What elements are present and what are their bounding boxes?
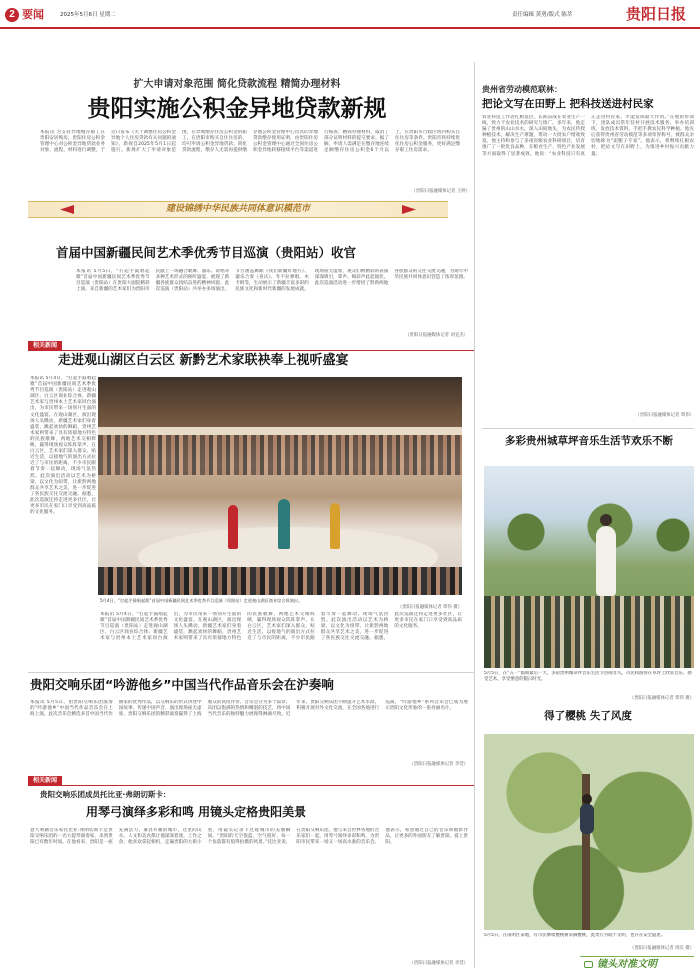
cherry-headline: 得了樱桃 失了风度 [544, 710, 632, 722]
mall-story-headline: 走进观山湖区白云区 新黔艺术家联袂奉上视听盛宴 [58, 353, 349, 368]
cherry-tree-photo [484, 734, 694, 930]
camera-icon [584, 961, 593, 968]
mall-upper-crowd [98, 435, 462, 475]
cherry-caption: 5月5日，在南明区某地，有市民攀爬樱桃树采摘樱桃，此类行为既不文明，也存在安全隐患。 [484, 933, 666, 938]
lead-headline: 贵阳实施公积金异地贷款新规 [87, 96, 387, 122]
masthead-rule [0, 27, 700, 29]
labor-overhead: 贵州省劳动模范联林： [482, 85, 562, 94]
orchestra-headline: 贵阳交响乐团“吟游他乡”中国当代作品音乐会在沪奏响 [30, 677, 334, 692]
mall-ceiling [98, 377, 462, 427]
mall-photo-credit: （贵阳日报融媒体记者 覃伟 摄） [397, 605, 462, 610]
column-divider [474, 62, 475, 968]
feature-subtitle: 贵阳交响乐团成员托比亚·弗朗切斯卡： [40, 790, 171, 799]
paper-name-logo: 贵阳日报 [626, 5, 687, 23]
civility-column-title: 镜头对准文明 [597, 959, 657, 970]
climbing-person [580, 804, 594, 834]
feature-headline: 用琴弓演绎多彩和鸣 用镜头定格贵阳美景 [86, 805, 307, 819]
feature-rule [28, 785, 474, 786]
orchestra-credit: （贵阳日报融媒体记者 李萱） [409, 762, 468, 767]
labor-credit: （贵阳日报融媒体记者 覃伟） [635, 413, 694, 418]
lead-kicker: 扩大申请对象范围 简化贷款流程 精简办理材料 [133, 79, 341, 90]
orchestra-rule [28, 672, 474, 673]
issue-date: 2025年5月6日 星期二 [60, 12, 116, 18]
dancer-left [228, 505, 238, 549]
labor-body: 农业科技工作者扎根基层，长期奋战在农业生产一线，致力于农业技术的研究与推广。多年来，他走遍了贵州的山山水水，深入田间地头，为农民传授种植技术，解决生产难题，带动一大批农户增收致富。他主持和参与了多项省级农业科研项目，培育推广了一批优良品种，在粮食生产、特色产业发展等方面取得了显著成效。他说：“农业科技只有真正走进村民家，才能发挥最大作用。”在他的带领下，团队成员常年驻村开展技术服务，举办培训班，发放技术资料，手把手教农民科学种植。他先后获得贵州省劳动模范等多项荣誉称号，被群众亲切地称为“泥腿子专家”。他表示，将继续扎根农村，把论文写在田野上，为推进乡村振兴贡献力量。 [482, 115, 694, 157]
related-news-tag: 相关新闻 [28, 341, 62, 351]
festival-photo [484, 466, 694, 668]
civility-column-logo [580, 956, 694, 972]
dancer-right [330, 503, 340, 549]
feature-credit: （贵阳日报融媒体记者 李萱） [409, 961, 468, 966]
festival-crowd [484, 596, 694, 668]
art-story-headline: 首届中国新疆民间艺术季优秀节目巡演（贵阳站）收官 [56, 245, 357, 260]
festival-headline: 多彩贵州城草坪音乐生活节欢乐不断 [505, 435, 673, 447]
lead-body: 本报讯 为支持异地缴存职工在贵阳安居购房，贵阳住房公积金管理中心对公积金异地贷款业务对象、流程、材料进行调整，于近日发布《关于调整住房公积金异地个人住房贷款有关问题的通知》，新规自2025年5月1日起施行。新规扩大了申请对象范围，在异地缴存住房公积金的职工，在贵阳市购买自住住房的，均可申请公积金异地贷款；简化贷款流程，缴存人无需再提供缴存地公积金管理中心出具的异地贷款缴存使用证明，由贵阳住房公积金管理中心通过全国住房公积金异地转移接续平台等渠道进行核查；精简办理材料，取消了部分证明材料的提交要求。据了解，申请人需满足在缴存地连续足额缴存住房公积金6个月以上、在贵阳市行政区域内购买自住住房等条件。贵阳市将持续优化住房公积金服务，更好满足缴存职工住房需求。 [40, 130, 460, 154]
climbing-person-head [582, 794, 592, 804]
mall-story-body-left: 本报讯 5月4日，“打起手鼓唱起歌”首届中国新疆民间艺术季优秀节目巡演（贵阳站）走进观山湖区、白云区商业综合体，新疆艺术家与贵州本土艺术家同台演出，为市民带来一场别开生面的文化盛宴。在观山湖区，演出现场人头攒动，新疆艺术家们身着盛装，跳起欢快的舞蹈，贵州艺术家则带来了具有浓郁地方特色的民族歌舞，两地艺术交相辉映，赢得现场观众阵阵掌声。在白云区，艺术家们深入群众、贴近生活，以接地气的演出方式拉近了与市民的距离，不少市民跟着节奏一起舞动，现场气氛热烈。此次演出活动以艺术为桥梁、以文化为纽带，让新黔两地群众共享艺术之美，进一步促进了各民族交往交流交融。据悉，此次巡演还将走进更多社区，让更多市民在家门口享受到高品质的文化服务。 [30, 376, 96, 516]
banner-text: 建设锦绣中华民族共同体意识模范市 [165, 204, 310, 214]
festival-rule [482, 428, 694, 429]
page-number-badge: 2 [5, 8, 19, 22]
mall-performance-photo [98, 377, 462, 595]
mall-balcony [98, 427, 462, 435]
mall-story-body-right: 本报讯 5月4日，“打起手鼓唱起歌”首届中国新疆民间艺术季优秀节目巡演（贵阳站）走进观山湖区、白云区商业综合体，新疆艺术家与贵州本土艺术家同台演出，为市民带来一场别开生面的文化盛宴。在观山湖区，演出现场人头攒动，新疆艺术家们身着盛装，跳起欢快的舞蹈，贵州艺术家则带来了具有浓郁地方特色的民族歌舞，两地艺术交相辉映，赢得现场观众阵阵掌声。在白云区，艺术家们深入群众、贴近生活，以接地气的演出方式拉近了与市民的距离，不少市民跟着节奏一起舞动，现场气氛热烈。此次演出活动以艺术为桥梁、以文化为纽带，让新黔两地群众共享艺术之美，进一步促进了各民族交往交流交融。据悉，此次巡演还将走进更多社区，让更多市民在家门口享受到高品质的文化服务。 [100, 612, 462, 642]
labor-headline: 把论文写在田野上 把科技送进村民家 [482, 98, 654, 110]
audience-front [98, 567, 462, 595]
festival-caption: 5月5日，在“五一”假期最后一天，多彩贵州城草坪音乐生活节热闹非凡。市民和游客在草坪上欣赏音乐、感受艺术，享受惬意的假日时光。 [484, 671, 692, 682]
festival-credit: （贵阳日报融媒体记者 覃伟 摄） [629, 696, 694, 701]
mall-photo-caption: 5月4日，“打起手鼓唱起歌”首届中国新疆民间艺术季优秀节目巡演（贵阳站）走进观山湖区商业综合体演出。 [100, 598, 303, 603]
cherry-credit: （贵阳日报融媒体记者 周沃 摄） [629, 946, 694, 951]
editor-credit: 责任编辑 黄勇/版式 陈萃 [512, 12, 573, 18]
art-story-credit: （贵阳日报融媒体记者 刘宜杰） [405, 333, 468, 338]
masthead [0, 0, 700, 26]
feature-related-tag: 相关新闻 [28, 776, 62, 786]
dancer-middle [278, 499, 290, 549]
art-story-body: 本报讯 5月5日，“打起手鼓唱起歌”首届中国新疆民间艺术季优秀节目巡演（贵阳站）在贵阳大剧院精彩上演。来自新疆的艺术家们为贵阳市民献上一场融合歌舞、器乐、说唱等多种艺术形式的视听盛宴，展现了新疆各族群众团结奋进的精神风貌。此次巡演（贵阳站）共举办多场演出，节目涵盖舞蹈《我们新疆好地方》、器乐合奏《喜庆》、冬不拉弹唱、木卡姆等，生动展示了新疆丰富多彩的民族文化和新时代新疆的发展成就。现场座无虚席，观众们被精彩的表演深深吸引，掌声、喝彩声此起彼伏。此次巡演活动进一步增进了黔新两地各族群众的交往交流交融，为铸牢中华民族共同体意识营造了浓厚氛围。 [76, 269, 468, 293]
festival-trees [484, 496, 694, 556]
section-label: 要闻 [22, 8, 44, 21]
mall-story-rule [28, 350, 474, 351]
feature-body: 意大利籍音乐家托比亚·弗朗切斯卡是贵阳交响乐团的一名大提琴演奏家，来到贵阳已有数年时间。在他看来，贵阳是一座充满活力、兼容并蓄的城市，这里的山水、人文和美食都让他深深着迷。工作之余，他喜欢拿起相机，走遍贵阳的大街小巷，用镜头记录下这座城市的美丽瞬间。“贵阳的天空很蓝，空气很好，每一个角落都有值得拍摄的风景。”托比亚说。在贵阳交响乐团，他与来自世界各地的音乐家们一起，用琴弓演绎多彩和鸣，为贵阳市民带来一场又一场高水准的音乐会。他表示，希望通过自己的音乐和摄影作品，让更多的外国朋友了解贵阳、爱上贵阳。 [30, 828, 468, 846]
festival-performer [596, 526, 616, 596]
festival-performer-head [600, 514, 612, 526]
lead-credit: （贵阳日报融媒体记者 王婷） [411, 189, 470, 194]
orchestra-body: 本报讯 5月5日，由贵阳交响乐团演奏的“吟游他乡”中国当代作品音乐会在上海上演。此次音乐会精选多首中国当代作曲家的优秀作品，以交响乐的形式讲述中国故事、传递中国声音。演出现场座无虚席，贵阳交响乐团的精彩演奏赢得了上海观众的高度评价。音乐会分为多个篇章，乐团以饱满的热情和精湛的技艺，将中国当代音乐的独特魅力展现得淋漓尽致。近年来，贵阳交响乐团不断提升艺术水准，积极开展对外文化交流，在全国各地进行巡演，“吟游他乡”系列音乐会已成为展示贵阳文化形象的一张亮丽名片。 [30, 700, 468, 718]
